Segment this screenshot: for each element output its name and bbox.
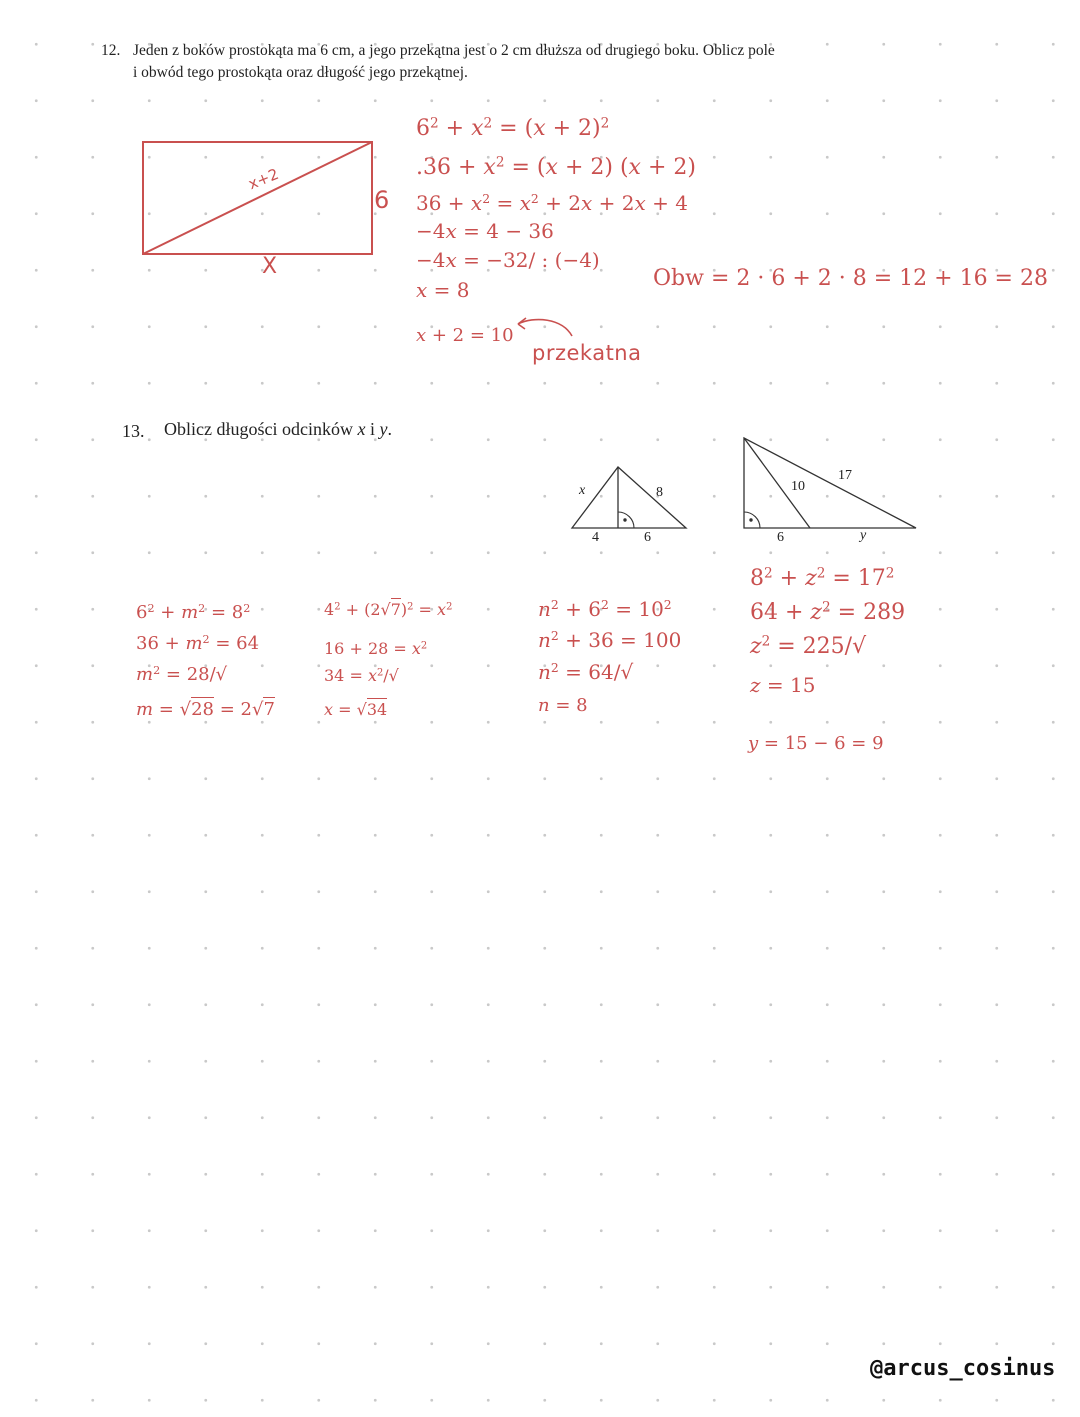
col3-line1: $n^2 + 6^2 = 10^2$ <box>538 597 672 621</box>
problem-12-number: 12. <box>101 42 121 59</box>
col4-line3: $z^2 = 225/√$ <box>750 633 867 659</box>
col3-line2: $n^2 + 36 = 100$ <box>538 628 682 652</box>
col4-line1: $8^2 + z^2 = 17^2$ <box>750 565 895 591</box>
col3-line4: n = 8 <box>538 695 588 716</box>
col1-line3: $m^2 = 28/√$ <box>136 663 228 685</box>
tri2-label-y: y <box>860 528 867 543</box>
p12-perimeter: Obw = 2 · 6 + 2 · 8 = 12 + 16 = 28 <box>653 266 1048 291</box>
bottom-side-label: X <box>262 254 278 279</box>
tri1-label-x: x <box>579 483 586 498</box>
tri1-label-8: 8 <box>656 485 663 500</box>
col1-line2: $36 + m^2 = 64$ <box>136 632 260 654</box>
tri2-label-17: 17 <box>838 468 852 483</box>
right-side-label: 6 <box>374 186 390 214</box>
diagonal-label: x+2 <box>245 164 282 194</box>
rectangle-diagonal <box>143 142 372 254</box>
col3-line3: $n^2 = 64/√$ <box>538 660 634 684</box>
p12-eq-line4: −4x = 4 − 36 <box>416 219 554 243</box>
tri1-label-4: 4 <box>592 530 599 545</box>
col2-line2: $16 + 28 = x^2$ <box>324 639 428 658</box>
tri1-label-6: 6 <box>644 530 651 545</box>
p12-eq-line2: $.36 + x^2 = (x + 2) (x + 2)$ <box>416 154 696 180</box>
triangle-2 <box>738 432 922 534</box>
triangle-1 <box>568 462 692 534</box>
col2-line3: $34 = x^2/√$ <box>324 666 399 685</box>
col1-line4: m = √28 = 2√7 <box>136 699 275 720</box>
col2-line1: $4^2 + (2√7)^2 = x^2$ <box>324 600 453 619</box>
tri2-label-6: 6 <box>777 530 784 545</box>
p12-eq-line1: $6^2 + x^2 = (x + 2)^2$ <box>416 115 610 141</box>
tri2-label-10: 10 <box>791 479 805 494</box>
col1-line1: $6^2 + m^2 = 8^2$ <box>136 601 251 623</box>
p12-eq-line5: −4x = −32/ : (−4) <box>416 248 600 272</box>
problem-12-text-line1: Jeden z boków prostokąta ma 6 cm, a jego przekątna jest o 2 cm dłuższa od drugiego boku. Oblicz pole <box>133 42 775 59</box>
problem-13-number: 13. <box>122 421 145 441</box>
col4-line2: $64 + z^2 = 289$ <box>750 599 906 625</box>
p12-diagonal-value: x + 2 = 10 <box>416 325 514 346</box>
problem-12-text-line2: i obwód tego prostokąta oraz długość jego przekątnej. <box>133 64 468 81</box>
author-watermark: @arcus_cosinus <box>870 1356 1056 1381</box>
col2-line4: x = √34 <box>324 700 388 719</box>
diagonal-word: przekatna <box>532 341 642 365</box>
col4-line5: y = 15 − 6 = 9 <box>748 733 884 754</box>
problem-13-text: Oblicz długości odcinków x i y. <box>164 419 392 439</box>
col4-line4: z = 15 <box>750 673 816 697</box>
p12-eq-line6: x = 8 <box>416 278 470 302</box>
p12-eq-line3: $36 + x^2 = x^2 + 2x + 2x + 4$ <box>416 191 688 215</box>
